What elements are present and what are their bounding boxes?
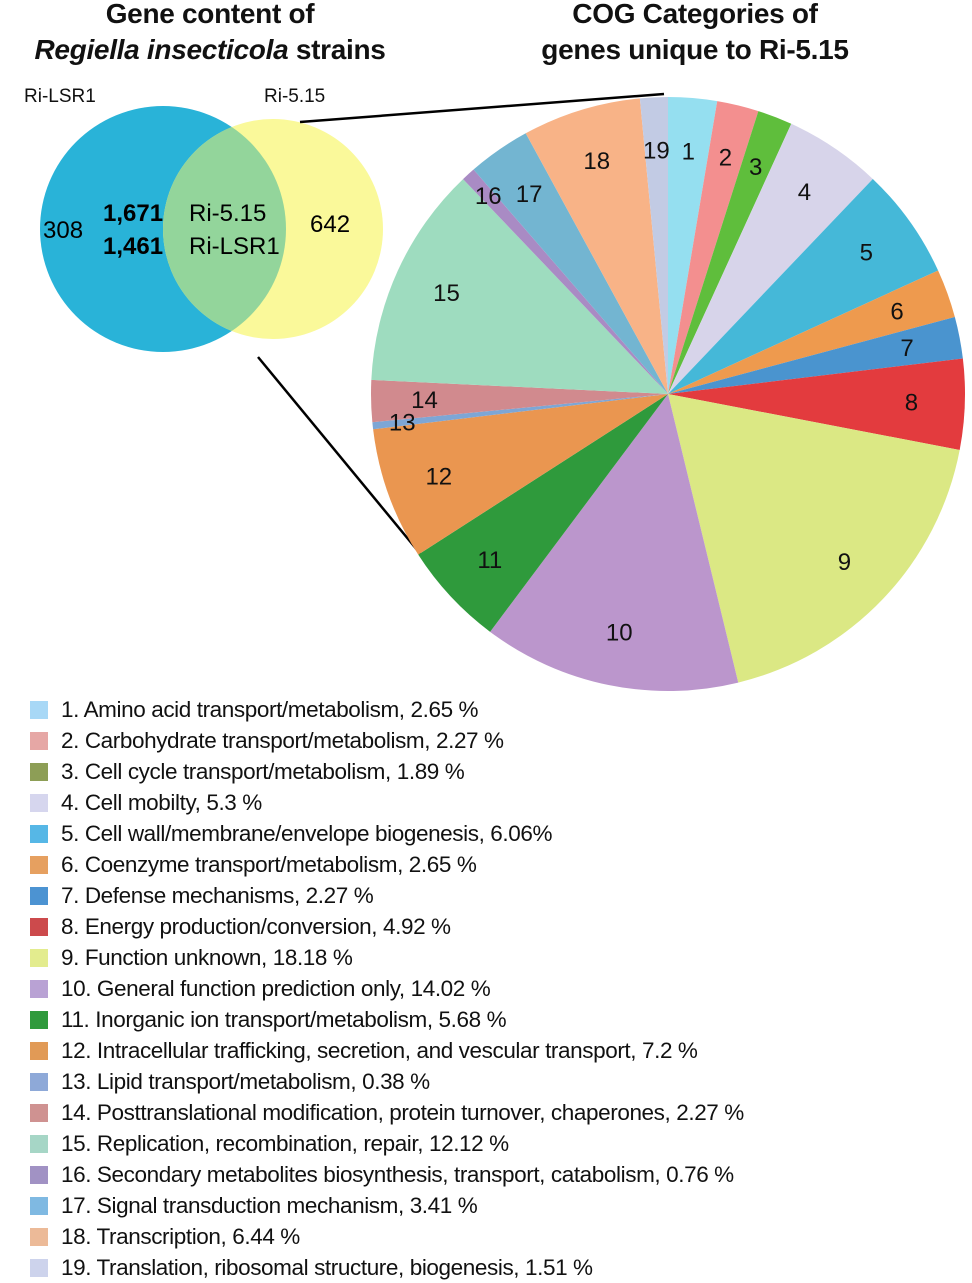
pie-slice-label-9: 9 [837, 548, 852, 576]
legend-item-7 [30, 880, 744, 911]
pie-title-line1: COG Categories of [572, 0, 818, 29]
legend-item-5 [30, 818, 744, 849]
pie-slices [371, 97, 965, 691]
pie-slice-label-4: 4 [797, 179, 812, 207]
legend-item-13 [30, 1066, 744, 1097]
pie-slice-label-12: 12 [425, 463, 453, 491]
pie-slice-label-19: 19 [643, 137, 670, 165]
legend-swatch-7 [30, 887, 48, 905]
legend-item-14 [30, 1097, 744, 1128]
legend-label-11: 11. Inorganic ion transport/metabolism, 5.68 % [61, 1006, 507, 1032]
pie-slice-label-10: 10 [605, 619, 633, 647]
legend-swatch-9 [30, 949, 48, 967]
legend-item-8 [30, 911, 744, 942]
legend-swatch-5 [30, 825, 48, 843]
legend-label-1: 1. Amino acid transport/metabolism, 2.65 % [61, 696, 479, 722]
venn-overlap-label-2: Ri-LSR1 [189, 233, 280, 260]
legend [30, 694, 744, 1283]
legend-swatch-6 [30, 856, 48, 874]
venn-set-label-left: Ri-LSR1 [24, 86, 96, 107]
legend-item-6 [30, 849, 744, 880]
legend-item-10 [30, 973, 744, 1004]
legend-item-16 [30, 1159, 744, 1190]
legend-swatch-18 [30, 1228, 48, 1246]
pie-slice-label-15: 15 [433, 279, 460, 307]
legend-item-1 [30, 694, 744, 725]
pie-slice-label-5: 5 [859, 239, 873, 267]
venn-title-species: Regiella insecticola [34, 34, 289, 65]
pie-slice-label-8: 8 [904, 389, 919, 417]
legend-swatch-10 [30, 980, 48, 998]
pie-slice-label-6: 6 [890, 298, 904, 326]
pie-slice-label-7: 7 [900, 334, 914, 362]
pie-slice-label-18: 18 [583, 148, 611, 176]
legend-label-12: 12. Intracellular trafficking, secretion, and vescular transport, 7.2 % [61, 1037, 698, 1063]
legend-item-11 [30, 1004, 744, 1035]
legend-item-18 [30, 1221, 744, 1252]
legend-label-6: 6. Coenzyme transport/metabolism, 2.65 % [61, 851, 477, 877]
legend-swatch-15 [30, 1135, 48, 1153]
legend-swatch-2 [30, 732, 48, 750]
legend-swatch-19 [30, 1259, 48, 1277]
legend-label-10: 10. General function prediction only, 14.02 % [61, 975, 491, 1001]
legend-swatch-3 [30, 763, 48, 781]
venn-left-only-count: 308 [43, 217, 84, 244]
legend-swatch-14 [30, 1104, 48, 1122]
venn-overlap-count-1: 1,671 [103, 200, 164, 227]
pie-slice-label-17: 17 [515, 180, 543, 208]
legend-label-16: 16. Secondary metabolites biosynthesis, transport, catabolism, 0.76 % [61, 1161, 734, 1187]
legend-item-17 [30, 1190, 744, 1221]
venn-overlap-count-2: 1,461 [103, 233, 164, 260]
legend-swatch-1 [30, 701, 48, 719]
legend-swatch-8 [30, 918, 48, 936]
legend-label-2: 2. Carbohydrate transport/metabolism, 2.27 % [61, 727, 504, 753]
pie-slice-label-2: 2 [718, 144, 733, 172]
legend-swatch-17 [30, 1197, 48, 1215]
legend-item-2 [30, 725, 744, 756]
pie-slice-label-14: 14 [411, 386, 438, 414]
legend-label-19: 19. Translation, ribosomal structure, biogenesis, 1.51 % [61, 1254, 593, 1280]
legend-label-17: 17. Signal transduction mechanism, 3.41 % [61, 1192, 478, 1218]
legend-label-15: 15. Replication, recombination, repair, 12.12 % [61, 1130, 509, 1156]
legend-label-8: 8. Energy production/conversion, 4.92 % [61, 913, 451, 939]
legend-label-3: 3. Cell cycle transport/metabolism, 1.89 % [61, 758, 465, 784]
legend-swatch-16 [30, 1166, 48, 1184]
legend-label-4: 4. Cell mobilty, 5.3 % [61, 789, 262, 815]
legend-item-3 [30, 756, 744, 787]
legend-label-7: 7. Defense mechanisms, 2.27 % [61, 882, 374, 908]
legend-label-5: 5. Cell wall/membrane/envelope biogenesis, 6.06% [61, 820, 553, 846]
legend-item-19 [30, 1252, 744, 1283]
pie-title-line2: genes unique to Ri-5.15 [541, 34, 849, 65]
pie-slice-label-11: 11 [477, 547, 503, 574]
legend-label-13: 13. Lipid transport/metabolism, 0.38 % [61, 1068, 430, 1094]
legend-swatch-12 [30, 1042, 48, 1060]
legend-item-15 [30, 1128, 744, 1159]
pie-slice-label-13: 13 [388, 409, 416, 437]
venn-overlap-label-1: Ri-5.15 [189, 200, 267, 227]
pie-slice-label-1: 1 [681, 138, 695, 166]
legend-item-4 [30, 787, 744, 818]
legend-swatch-4 [30, 794, 48, 812]
legend-label-14: 14. Posttranslational modification, protein turnover, chaperones, 2.27 % [61, 1099, 744, 1125]
pie-slice-label-16: 16 [474, 183, 502, 211]
legend-label-18: 18. Transcription, 6.44 % [61, 1223, 300, 1249]
venn-title-line1: Gene content of [105, 0, 315, 29]
legend-swatch-13 [30, 1073, 48, 1091]
legend-swatch-11 [30, 1011, 48, 1029]
venn-title-suffix: strains [288, 34, 386, 65]
venn-set-label-right: Ri-5.15 [264, 86, 326, 107]
legend-label-9: 9. Function unknown, 18.18 % [61, 944, 353, 970]
legend-item-12 [30, 1035, 744, 1066]
venn-right-only-count: 642 [310, 211, 351, 238]
legend-item-9 [30, 942, 744, 973]
pie-slice-label-3: 3 [749, 153, 763, 181]
